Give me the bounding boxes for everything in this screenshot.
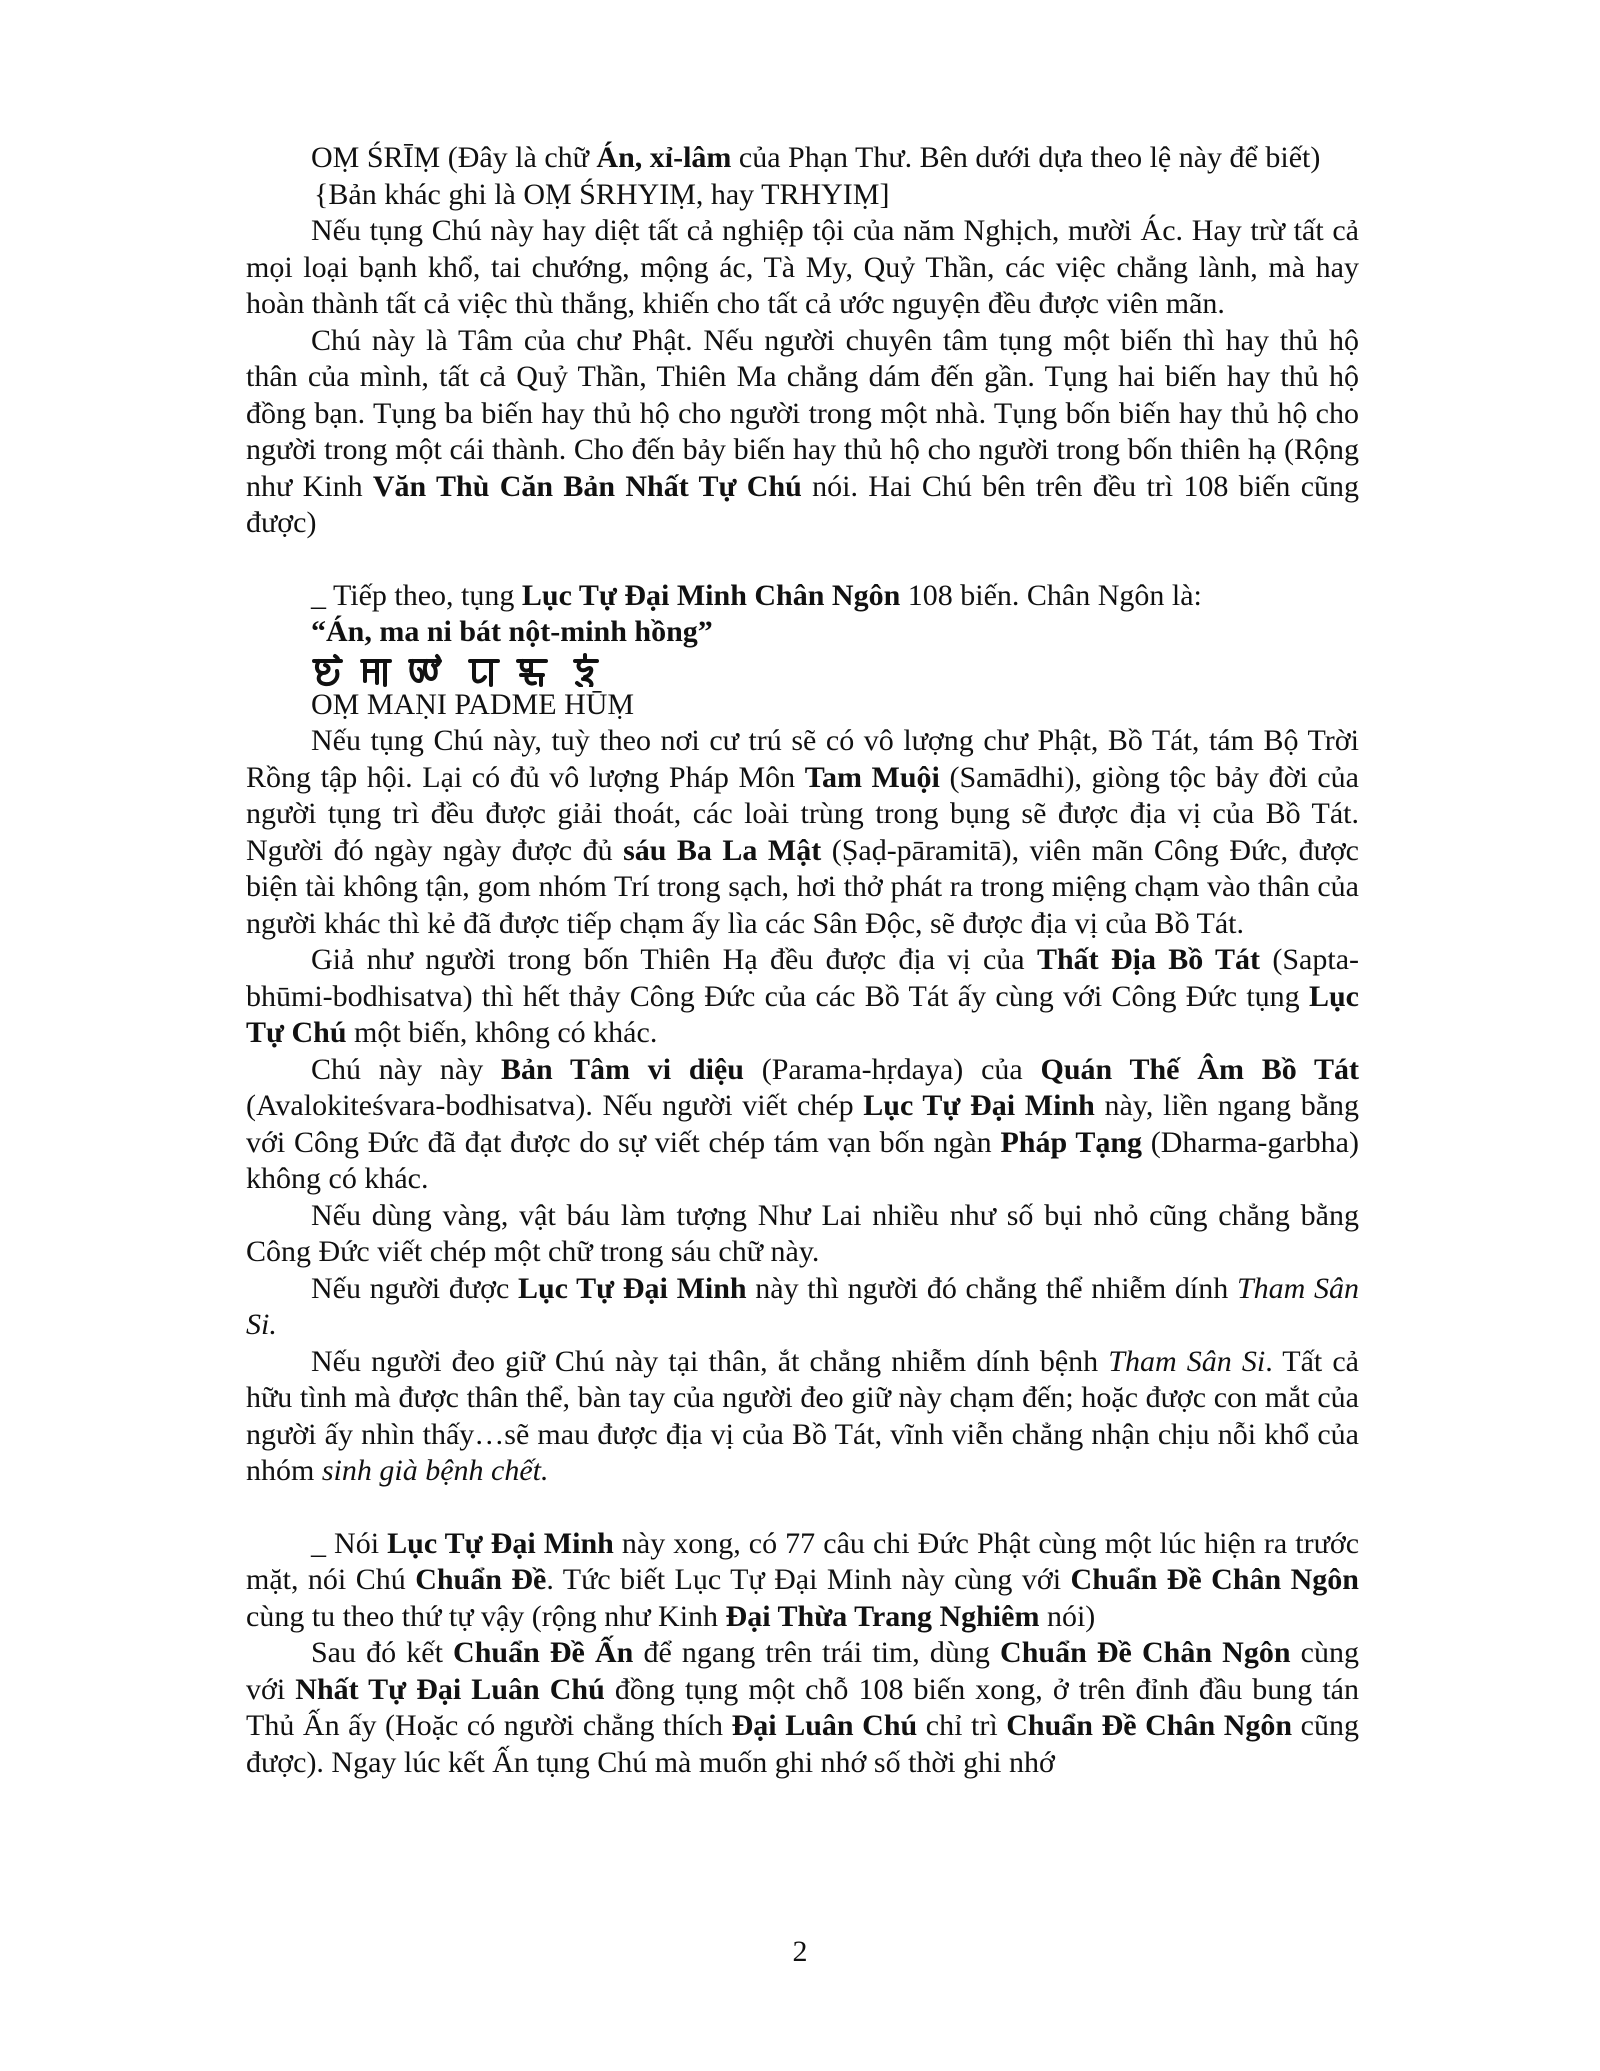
text-run: Giả như người trong bốn Thiên Hạ đều được địa vị của (311, 943, 1037, 976)
page-number: 2 (792, 1935, 808, 1968)
bold-term: Lục Tự Chú (246, 979, 1359, 1049)
text-run: này xong, có 77 câu chi Đức Phật cùng một lúc hiện ra trước mặt, nói Chú (246, 1526, 1360, 1596)
siddham-glyph-ma (359, 653, 393, 687)
paragraph-chant-benefits: Nếu tụng Chú này hay diệt tất cả nghiệp tội của năm Nghịch, mười Ác. Hay trừ tất cả mọi loại bạnh khổ, tai chướng, mộng ác, Tà My, Quỷ Thần, các việc chẳng lành, mà hay hoàn thành tất cả việc thù thắng, khiến cho tất cả ước nguyện đều được viên mãn. (246, 214, 1359, 320)
text-run: của Phạn Thư. Bên dưới dựa theo lệ này để biết) (731, 141, 1321, 174)
bold-term: Chuẩn Đề Chân Ngôn (1000, 1636, 1291, 1669)
paragraph-heart-of-buddhas (246, 323, 1359, 542)
text-run: chỉ trì (917, 1709, 1007, 1742)
paragraph-om-srim (246, 140, 1359, 177)
bold-term: Lục Tự Đại Minh (863, 1089, 1095, 1122)
bold-term: Chuẩn Đề (415, 1563, 547, 1596)
text-run: Sau đó kết (311, 1636, 454, 1669)
paragraph-alternate-version: {Bản khác ghi là OṂ ŚRHYIṂ, hay TRHYIṂ] (314, 177, 890, 211)
text-run: 108 biến. Chân Ngôn là: (900, 578, 1202, 612)
text-run: đồng tụng một chỗ 108 biến xong, ở trên đỉnh đầu bung tán Thủ Ấn ấy (Hoặc có người chẳng thích (246, 1672, 1359, 1742)
siddham-glyph-dme (515, 653, 549, 687)
mantra-quote-text: “Án, ma ni bát nột-minh hồng” (311, 615, 713, 648)
bold-term: sáu Ba La Mật (623, 833, 822, 867)
mantra-quote (246, 614, 1359, 651)
text-run: này thì người đó chẳng thể nhiễm dính (746, 1271, 1237, 1305)
text-run: . Tức biết Lục Tự Đại Minh này cùng với (546, 1563, 1071, 1596)
siddham-glyph-pa (467, 653, 501, 687)
paragraph-spacer (246, 542, 1359, 578)
text-run: Nếu tụng Chú này, tuỳ theo nơi cư trú sẽ có vô lượng chư Phật, Bồ Tát, tám Bộ Trời Rồng tập hội. Lại có đủ vô lượng Pháp Môn (246, 724, 1359, 794)
paragraph-wearing-mantra (246, 1344, 1359, 1490)
text-run: (Dharma-garbha) không có khác. (246, 1125, 1359, 1195)
text-run: (Ṣaḍ-pāramitā), viên mãn Công Đức, được biện tài không tận, gom nhóm Trí trong sạch, hơi thở phát ra trong miệng chạm vào thân của người khác thì kẻ đã được tiếp chạm ấy lìa các Sân Độc, sẽ được địa vị của Bồ Tát. (246, 833, 1360, 940)
text-run: cùng với (246, 1636, 1359, 1706)
text-run: (Avalokiteśvara-bodhisatva). Nếu người viết chép (246, 1089, 864, 1122)
text-run: một biến, không có khác. (346, 1016, 658, 1049)
siddham-glyph-ni (407, 653, 443, 687)
bold-term: Nhất Tự Đại Luân Chú (295, 1672, 605, 1706)
mantra-romanized: OṂ MAṆI PADME HŪṂ (311, 687, 635, 721)
text-run: (Sapta-bhūmi-bodhisatva) thì hết thảy Công Đức của các Bồ Tát ấy cùng với Công Đức tụng (246, 943, 1359, 1013)
bold-term: Tam Muội (804, 760, 940, 794)
bold-term: Chuẩn Đề Chân Ngôn (1070, 1563, 1359, 1596)
italic-term: Tham Sân Si (1108, 1344, 1266, 1378)
bold-term: Lục Tự Đại Minh (517, 1271, 747, 1305)
siddham-glyph-hum (571, 653, 601, 687)
bold-term: Lục Tự Đại Minh (387, 1526, 614, 1560)
paragraph-tham-san-si (246, 1271, 1359, 1344)
text-run: Chú này là Tâm của chư Phật. Nếu người chuyên tâm tụng một biến thì hay thủ hộ thân của mình, tất cả Quỷ Thần, Thiên Ma chẳng dám đến gần. Tụng hai biến hay thủ hộ đồng bạn. Tụng ba biến hay thủ hộ cho người trong một nhà. Tụng bốn biến hay thủ hộ cho người trong một cái thành. Cho đến bảy biến hay thủ hộ cho người trong bốn thiên hạ (Rộng như Kinh (246, 323, 1359, 503)
text-run: cùng tu theo thứ tự vậy (rộng như Kinh (246, 1599, 726, 1633)
paragraph-six-syllable-intro (246, 578, 1359, 615)
text-run: (Parama-hṛdaya) của (743, 1052, 1041, 1086)
text-run: này, liền ngang bằng với Công Đức đã đạt được do sự viết chép tám vạn bốn ngàn (246, 1089, 1360, 1159)
text-run: Nếu người đeo giữ Chú này tại thân, ắt chẳng nhiễm dính bệnh (311, 1344, 1109, 1378)
paragraph-seventh-ground (246, 942, 1359, 1052)
text-run: Nếu người được (311, 1271, 518, 1305)
text-run: để ngang trên trái tim, dùng (633, 1636, 1001, 1669)
bold-term: Pháp Tạng (1000, 1125, 1143, 1159)
siddham-script-line (246, 651, 1359, 687)
text-run: nói) (1039, 1599, 1096, 1633)
bold-term: Chuẩn Đề Ấn (453, 1636, 634, 1669)
paragraph-cundi-mudra (246, 1635, 1359, 1781)
document-body (246, 140, 1359, 1781)
paragraph-cundi-intro (246, 1526, 1359, 1636)
siddham-glyph-om (311, 653, 345, 687)
bold-term: Thất Địa Bồ Tát (1036, 943, 1261, 976)
bold-term: Văn Thù Căn Bản Nhất Tự Chú (372, 469, 802, 503)
text-run: _ Tiếp theo, tụng (311, 578, 522, 612)
text-run: _ Nói (311, 1526, 388, 1560)
bold-term: Lục Tự Đại Minh Chân Ngôn (521, 578, 901, 612)
text-run: cũng được). Ngay lúc kết Ấn tụng Chú mà muốn ghi nhớ số thời ghi nhớ (246, 1709, 1359, 1779)
text-run: OṂ ŚRĪṂ (Đây là chữ (311, 141, 597, 174)
bold-term: Đại Thừa Trang Nghiêm (725, 1599, 1040, 1633)
text-run: Chú này này (311, 1052, 502, 1086)
paragraph-spacer (246, 1490, 1359, 1526)
italic-term: Tham Sân Si. (246, 1271, 1360, 1341)
paragraph-chant-effects (246, 723, 1359, 942)
text-run: (Samādhi), giòng tộc bảy đời của người tụng trì đều được giải thoát, các loài trùng trong bụng sẽ được địa vị của Bồ Tát. Người đó ngày ngày được đủ (246, 760, 1359, 867)
bold-term: Chuẩn Đề Chân Ngôn (1006, 1709, 1293, 1742)
bold-term: Đại Luân Chú (731, 1709, 918, 1742)
text-run: . Tất cả hữu tình mà được thân thể, bàn tay của người đeo giữ này chạm đến; hoặc được con mắt của người ấy nhìn thấy…sẽ mau được địa vị của Bồ Tát, vĩnh viễn chẳng nhận chịu nỗi khổ của nhóm (246, 1344, 1359, 1487)
bold-term: Án, xỉ-lâm (596, 141, 732, 174)
text-run: nói. Hai Chú bên trên đều trì 108 biến cũng được) (246, 469, 1360, 539)
bold-term: Quán Thế Âm Bồ Tát (1040, 1052, 1359, 1086)
italic-term: sinh già bệnh chết. (321, 1454, 549, 1487)
bold-term: Bản Tâm vi diệu (501, 1052, 744, 1086)
paragraph-gold-statues: Nếu dùng vàng, vật báu làm tượng Như Lai nhiều như số bụi nhỏ cũng chẳng bằng Công Đức viết chép một chữ trong sáu chữ này. (246, 1198, 1359, 1268)
paragraph-avalokitesvara (246, 1052, 1359, 1198)
